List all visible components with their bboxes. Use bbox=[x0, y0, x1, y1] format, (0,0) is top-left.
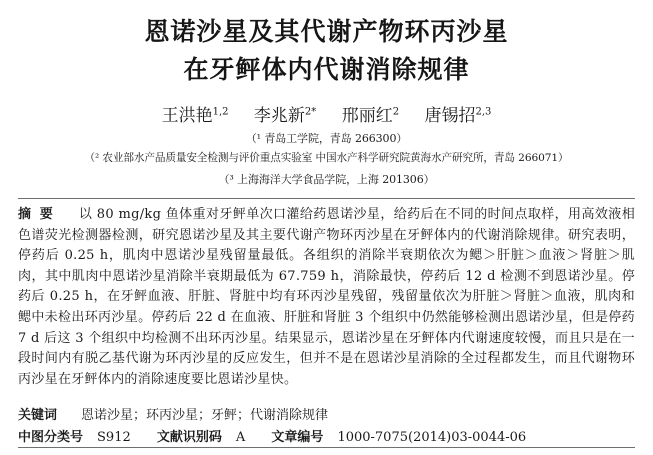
affiliation: （³ 上海海洋大学食品学院，上海 201306） bbox=[218, 173, 435, 186]
doc-code-label: 文献识别码 bbox=[156, 430, 222, 445]
abstract-text: 以 80 mg/kg 鱼体重对牙鲆单次口灌给药恩诺沙星，给药后在不同的时间点取样，用高效液相色谱荧光检测器检测，研究恩诺沙星及其主要代谢产物环丙沙星在牙鲆体内的代谢消除规律。研究表明，停药后 0.25 h，肌肉中恩诺沙星残留量最低。各组织的消除半衰期依次为鳃＞肝脏＞血液＞肾脏＞肌肉，其中肌肉中恩诺沙星消除半衰期最低为 67.759 h，消除最快，停药后 12 d 检测不到恩诺沙星。停药后 0.25 h，在牙鲆血液、肝脏、肾脏中均有环丙沙星残留，残留量依次为肝脏＞肾脏＞血液，肌肉和鳃中未检出环丙沙星。停药后 22 d 在血液、肝脏和肾脏 3 个组织中仍然能够检测出恩诺沙星，但是停药 7 d 后这 3 个组织中均检测不出环丙沙星。结果显示，恩诺沙星在牙鲆体内代谢速度较慢，而且只是在一段时间内有脱乙基代谢为环丙沙星的反应发生，但并不是在恩诺沙星消除的全过程都发生，而且代谢物环丙沙星在牙鲆体内的消除速度要比恩诺沙星快。 bbox=[18, 207, 635, 387]
affiliation: （² 农业部水产品质量安全检测与评价重点实验室 中国水产科学研究院黄海水产研究所，青岛 266071） bbox=[84, 152, 569, 164]
author-affiliation-mark: 2 bbox=[392, 106, 400, 118]
author: 唐锡招$^{2,3}$ bbox=[424, 106, 492, 126]
keywords-label: 关键词 bbox=[18, 408, 58, 423]
abstract bbox=[18, 205, 635, 390]
author-list bbox=[0, 101, 653, 126]
author: 邢丽红$^2$ bbox=[341, 106, 400, 126]
title-line-1: 恩诺沙星及其代谢产物环丙沙星 bbox=[144, 17, 509, 46]
article-meta bbox=[18, 426, 635, 445]
keywords bbox=[18, 404, 635, 423]
clc-value: S912 bbox=[97, 430, 131, 445]
title-line-2: 在牙鲆体内代谢消除规律 bbox=[183, 55, 470, 84]
author: 王洪艳$^{1,2}$ bbox=[161, 106, 229, 126]
author-affiliation-mark: 1,2 bbox=[212, 106, 229, 118]
abstract-label: 摘 要 bbox=[18, 207, 55, 222]
doc-code-value: A bbox=[235, 430, 246, 445]
divider bbox=[18, 447, 635, 448]
article-number-label: 文章编号 bbox=[271, 430, 324, 445]
author-affiliation-mark: 2* bbox=[304, 106, 317, 118]
author: 李兆新$^{2*}$ bbox=[253, 106, 317, 126]
clc-label: 中图分类号 bbox=[18, 430, 84, 445]
keywords-text: 恩诺沙星；环丙沙星；牙鲆；代谢消除规律 bbox=[81, 408, 329, 423]
author-affiliation-mark: 2,3 bbox=[475, 106, 492, 118]
affiliation: （¹ 青岛工学院，青岛 266300） bbox=[245, 132, 408, 145]
divider bbox=[18, 198, 635, 199]
article-number-value: 1000-7075(2014)03-0044-06 bbox=[337, 430, 527, 445]
